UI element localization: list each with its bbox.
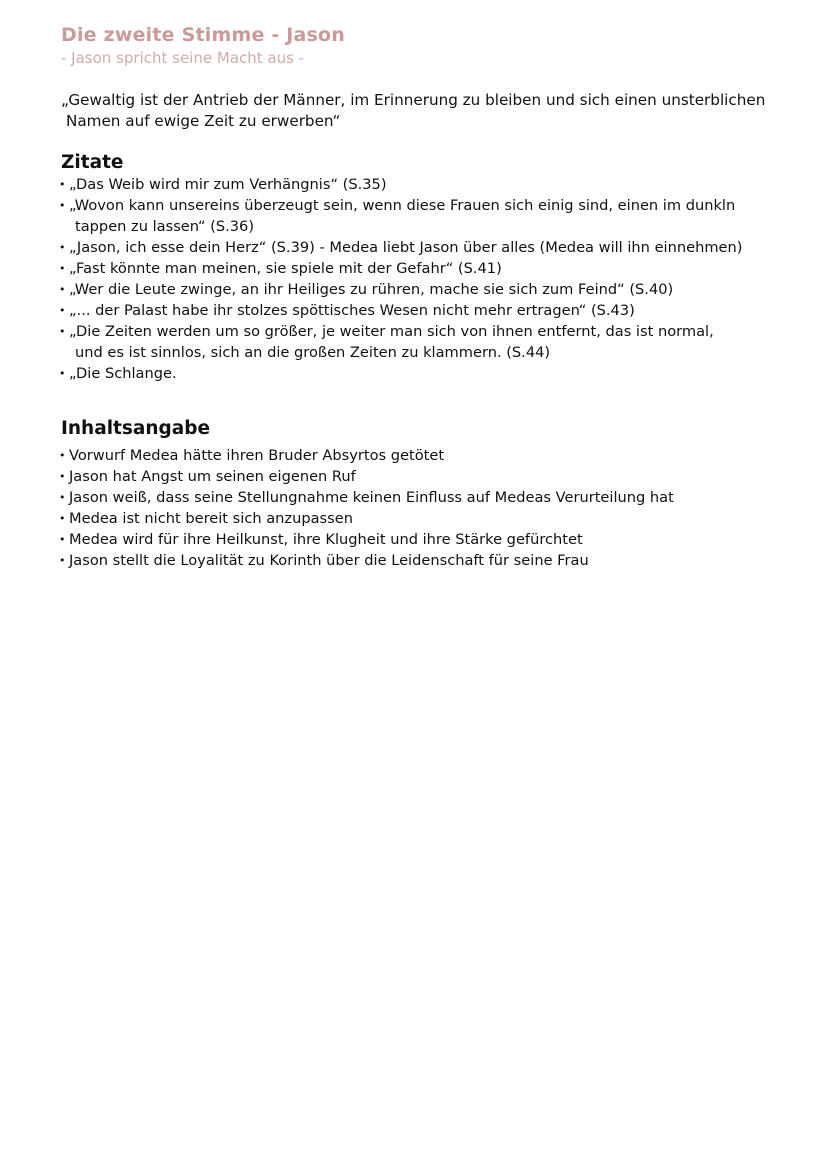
- intro-quote-line: Namen auf ewige Zeit zu erwerben“: [66, 112, 341, 130]
- section-heading-zitate: Zitate: [61, 152, 124, 173]
- list-item: [59, 550, 674, 571]
- list-item-text: Medea wird für ihre Heilkunst, ihre Klugheit und ihre Stärke gefürchtet: [69, 531, 583, 548]
- list-item-text: Jason hat Angst um seinen eigenen Ruf: [69, 468, 356, 485]
- list-item-text: „Wovon kann unsereins überzeugt sein, wenn diese Frauen sich einig sind, einen im dunkln: [69, 197, 736, 214]
- page-subtitle: - Jason spricht seine Macht aus -: [61, 49, 305, 67]
- page-title: Die zweite Stimme - Jason: [61, 24, 346, 46]
- list-item: [59, 195, 742, 237]
- list-item-text: „Jason, ich esse dein Herz“ (S.39) - Medea liebt Jason über alles (Medea will ihn einnehmen): [69, 239, 743, 256]
- inhaltsangabe-list: [59, 445, 674, 571]
- list-item: [59, 237, 742, 258]
- list-item: [59, 321, 742, 363]
- list-item: [59, 174, 742, 195]
- list-item-text: „Das Weib wird mir zum Verhängnis“ (S.35): [69, 176, 387, 193]
- list-item-text: Jason stellt die Loyalität zu Korinth über die Leidenschaft für seine Frau: [69, 552, 589, 569]
- list-item: [59, 487, 674, 508]
- list-item-text: Vorwurf Medea hätte ihren Bruder Absyrtos getötet: [69, 447, 445, 464]
- list-item: [59, 508, 674, 529]
- list-item: [59, 258, 742, 279]
- list-item-text: „Fast könnte man meinen, sie spiele mit der Gefahr“ (S.41): [69, 260, 502, 277]
- list-item: [59, 445, 674, 466]
- list-item: [59, 529, 674, 550]
- list-item-continuation: tappen zu lassen“ (S.36): [75, 218, 255, 235]
- list-item: [59, 363, 742, 384]
- list-item-text: „... der Palast habe ihr stolzes spöttisches Wesen nicht mehr ertragen“ (S.43): [69, 302, 635, 319]
- zitate-list: [59, 174, 742, 384]
- list-item: [59, 279, 742, 300]
- list-item-text: Medea ist nicht bereit sich anzupassen: [69, 510, 353, 527]
- list-item-continuation: und es ist sinnlos, sich an die großen Zeiten zu klammern. (S.44): [75, 344, 551, 361]
- section-heading-inhaltsangabe: Inhaltsangabe: [61, 418, 211, 439]
- list-item-text: „Wer die Leute zwinge, an ihr Heiliges zu rühren, mache sie sich zum Feind“ (S.40): [69, 281, 674, 298]
- list-item: [59, 466, 674, 487]
- list-item-text: Jason weiß, dass seine Stellungnahme keinen Einfluss auf Medeas Verurteilung hat: [69, 489, 674, 506]
- list-item-text: „Die Schlange.: [69, 365, 177, 382]
- intro-quote: [61, 90, 791, 132]
- list-item: [59, 300, 742, 321]
- list-item-text: „Die Zeiten werden um so größer, je weiter man sich von ihnen entfernt, das ist normal,: [69, 323, 714, 340]
- intro-quote-line: „Gewaltig ist der Antrieb der Männer, im Erinnerung zu bleiben und sich einen unsterblichen: [61, 91, 766, 109]
